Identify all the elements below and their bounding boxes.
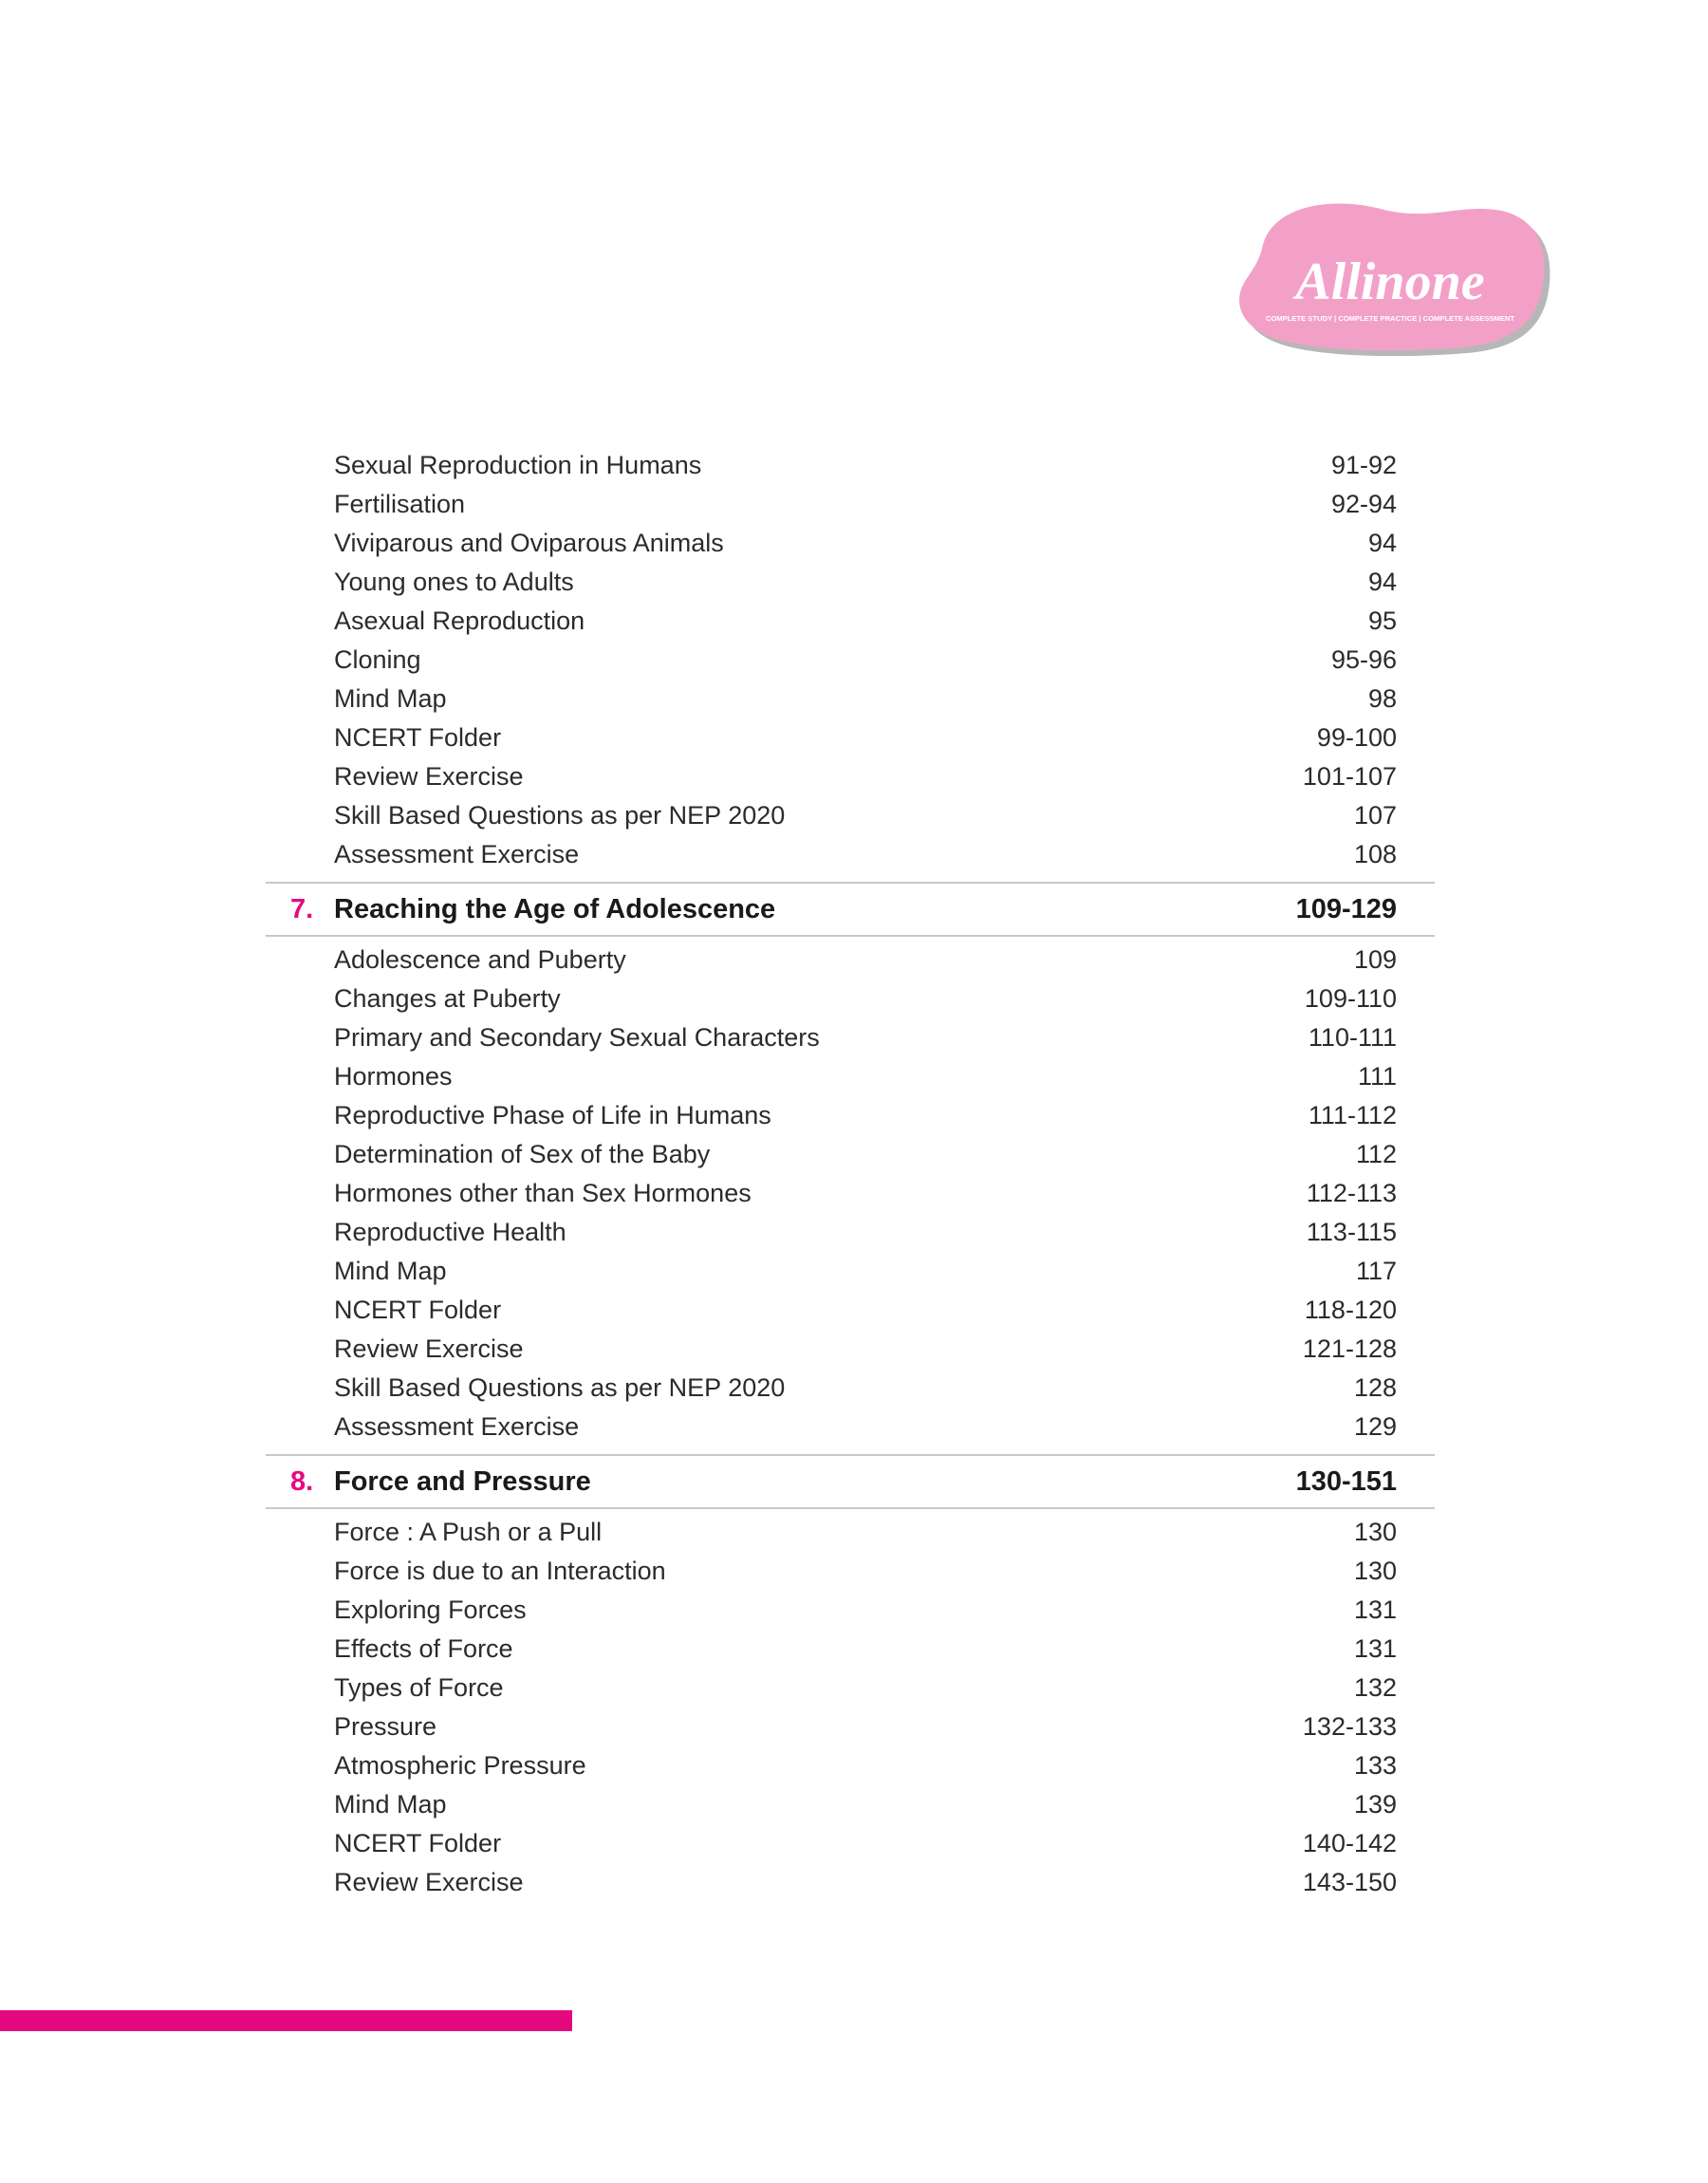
toc-entry-pages: 108 [1353,840,1397,868]
toc-entry-pages: 99-100 [1316,723,1397,752]
chapter-title: Reaching the Age of Adolescence [334,894,776,924]
toc-entry-title: Effects of Force [334,1634,513,1663]
toc-entry-pages: 92-94 [1330,490,1397,518]
toc-entry[interactable] [266,1135,1435,1174]
toc-entry[interactable] [266,1408,1435,1446]
toc-entry-pages: 98 [1367,684,1397,713]
toc-entry-title: Reproductive Phase of Life in Humans [334,1101,771,1129]
toc-entry-title: Mind Map [334,684,447,713]
toc-entry-title: Sexual Reproduction in Humans [334,451,702,479]
toc-entry-title: NCERT Folder [334,1296,502,1324]
chapter-number: 8. [290,1466,314,1497]
toc-entry[interactable] [266,1096,1435,1135]
toc-entry-title: Pressure [334,1712,437,1741]
toc-entry[interactable] [266,1291,1435,1330]
toc-entry-title: Skill Based Questions as per NEP 2020 [334,1373,786,1402]
toc-entry-pages: 113-115 [1306,1218,1397,1246]
brand-name: Allinone [1295,252,1485,311]
toc-entry-pages: 131 [1353,1634,1397,1663]
toc-entry-title: Fertilisation [334,490,466,518]
toc-entry-title: Adolescence and Puberty [334,945,626,974]
toc-entry-pages: 94 [1367,529,1397,557]
toc-entry-title: Determination of Sex of the Baby [334,1140,711,1168]
toc-entry[interactable] [266,563,1435,602]
toc-entry-pages: 143-150 [1302,1868,1397,1896]
toc-entry-title: Exploring Forces [334,1595,527,1624]
toc-entry[interactable] [266,1824,1435,1863]
brand-logo [1224,190,1551,356]
toc-entry-pages: 112-113 [1306,1179,1397,1207]
toc-entry[interactable] [266,1669,1435,1707]
table-of-contents [266,446,1435,1902]
chapter-title: Force and Pressure [334,1466,591,1497]
toc-entry-title: Cloning [334,645,421,674]
toc-entry[interactable] [266,1591,1435,1630]
chapter-heading[interactable] [266,882,1435,937]
toc-entry-pages: 111-112 [1308,1101,1397,1129]
toc-entry-title: Young ones to Adults [334,568,574,596]
toc-entry-title: Primary and Secondary Sexual Characters [334,1023,820,1052]
toc-entry-title: Skill Based Questions as per NEP 2020 [334,801,786,830]
toc-entry-pages: 140-142 [1302,1829,1397,1857]
chapter-pages: 109-129 [1295,894,1397,924]
toc-entry-title: Assessment Exercise [334,1412,580,1441]
toc-entry-pages: 95 [1367,606,1397,635]
toc-entry-pages: 131 [1353,1595,1397,1624]
toc-entry-title: Mind Map [334,1790,447,1819]
toc-entry-pages: 129 [1353,1412,1397,1441]
toc-entry-pages: 107 [1353,801,1397,830]
toc-entry-title: NCERT Folder [334,723,502,752]
toc-entry[interactable] [266,1746,1435,1785]
toc-entry-pages: 121-128 [1302,1334,1397,1363]
chapter-pages: 130-151 [1295,1466,1397,1497]
toc-entry-title: Hormones [334,1062,453,1091]
toc-entry-title: Asexual Reproduction [334,606,585,635]
toc-entry-title: NCERT Folder [334,1829,502,1857]
toc-entry-pages: 94 [1367,568,1397,596]
toc-entry[interactable] [266,1707,1435,1746]
toc-entry-title: Force is due to an Interaction [334,1557,666,1585]
toc-entry[interactable] [266,680,1435,718]
bottom-accent-bar [0,2010,572,2031]
chapter-heading[interactable] [266,1454,1435,1509]
toc-entry[interactable] [266,524,1435,563]
toc-entry[interactable] [266,1252,1435,1291]
toc-entry[interactable] [266,485,1435,524]
toc-entry[interactable] [266,1174,1435,1213]
toc-entry-pages: 109 [1353,945,1397,974]
toc-entry[interactable] [266,1863,1435,1902]
toc-entry[interactable] [266,835,1435,874]
toc-entry-pages: 101-107 [1302,762,1397,791]
toc-entry-title: Reproductive Health [334,1218,566,1246]
toc-entry[interactable] [266,641,1435,680]
toc-entry-title: Types of Force [334,1673,504,1702]
toc-entry-pages: 128 [1353,1373,1397,1402]
toc-entry[interactable] [266,1785,1435,1824]
toc-entry-pages: 130 [1353,1557,1397,1585]
chapter-number: 7. [290,894,314,924]
toc-entry-title: Hormones other than Sex Hormones [334,1179,752,1207]
toc-entry-pages: 112 [1355,1140,1397,1168]
toc-entry-pages: 133 [1353,1751,1397,1780]
toc-entry[interactable] [266,757,1435,796]
toc-entry-pages: 91-92 [1330,451,1397,479]
toc-entry[interactable] [266,1630,1435,1669]
toc-entry-pages: 111 [1357,1062,1397,1091]
toc-entry-title: Assessment Exercise [334,840,580,868]
toc-entry-title: Review Exercise [334,1868,524,1896]
brand-tagline: COMPLETE STUDY | COMPLETE PRACTICE | COMPLETE ASSESSMENT [1265,314,1515,323]
toc-entry[interactable] [266,718,1435,757]
toc-entry-pages: 118-120 [1304,1296,1397,1324]
toc-entry[interactable] [266,796,1435,835]
toc-entry[interactable] [266,1513,1435,1552]
toc-entry[interactable] [266,1057,1435,1096]
toc-entry-title: Mind Map [334,1257,447,1285]
toc-entry[interactable] [266,1330,1435,1369]
toc-entry-title: Viviparous and Oviparous Animals [334,529,724,557]
toc-entry[interactable] [266,1213,1435,1252]
toc-entry[interactable] [266,1369,1435,1408]
toc-entry[interactable] [266,941,1435,980]
toc-entry[interactable] [266,602,1435,641]
toc-entry[interactable] [266,446,1435,485]
toc-entry-pages: 139 [1353,1790,1397,1819]
toc-entry[interactable] [266,980,1435,1018]
toc-entry-pages: 109-110 [1304,984,1397,1013]
toc-entry-pages: 130 [1353,1518,1397,1546]
toc-entry-pages: 95-96 [1330,645,1397,674]
toc-entry-title: Review Exercise [334,762,524,791]
toc-entry-pages: 132 [1353,1673,1397,1702]
brand-logo-image [1224,190,1551,356]
toc-entry-pages: 117 [1355,1257,1397,1285]
toc-entry-title: Changes at Puberty [334,984,561,1013]
toc-entry-pages: 132-133 [1302,1712,1397,1741]
toc-entry-title: Force : A Push or a Pull [334,1518,603,1546]
toc-entry[interactable] [266,1552,1435,1591]
toc-entry-pages: 110-111 [1308,1023,1397,1052]
toc-entry[interactable] [266,1018,1435,1057]
toc-entry-title: Review Exercise [334,1334,524,1363]
toc-entry-title: Atmospheric Pressure [334,1751,586,1780]
